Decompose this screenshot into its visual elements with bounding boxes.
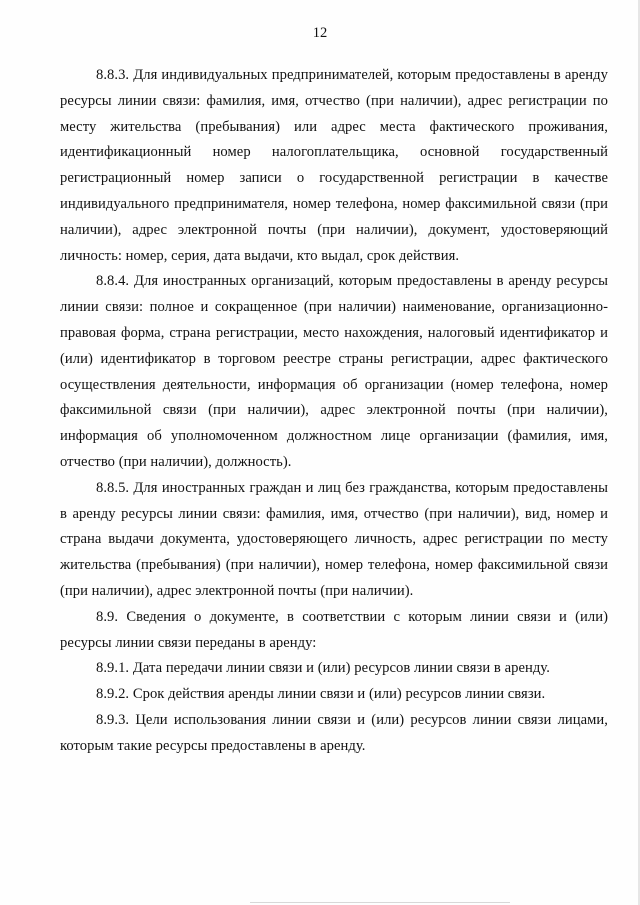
paragraph-8-9-3: 8.9.3. Цели использования линии связи и (или) ресурсов линии связи лицами, которым такие ресурсы предоставлены в аренду.: [60, 711, 608, 754]
paragraph-8-8-3: 8.8.3. Для индивидуальных предпринимателей, которым предоставлены в аренду ресурсы линии связи: фамилия, имя, отчество (при наличии), адрес регистрации по месту жительства (пребывания) или адрес места фактического проживания, идентификационный номер налогоплательщика, основной государственный регистрационный номер записи о государственной регистрации в качестве индивидуального предпринимателя, номер телефона, номер факсимильной связи (при наличии), адрес электронной почты (при наличии), документ, удостоверяющий личность: номер, серия, дата выдачи, кто выдал, срок действия.: [60, 67, 608, 264]
paragraph-8-8-4: 8.8.4. Для иностранных организаций, которым предоставлены в аренду ресурсы линии связи: полное и сокращенное (при наличии) наименование, организационно-правовая форма, страна регистрации, место нахождения, налоговый идентификатор и (или) идентификатор в торговом реестре страны регистрации, адрес фактического осуществления деятельности, информация об организации (номер телефона, номер факсимильной связи (при наличии), адрес электронной почты (при наличии), информация об уполномоченном должностном лице организации (фамилия, имя, отчество (при наличии), должность).: [60, 273, 608, 470]
page-number: 12: [312, 25, 328, 41]
paragraph-8-9: 8.9. Сведения о документе, в соответствии с которым линии связи и (или) ресурсы линии связи переданы в аренду:: [60, 608, 608, 651]
document-body: [60, 63, 608, 760]
paragraph-8-8-5: 8.8.5. Для иностранных граждан и лиц без гражданства, которым предоставлены в аренду ресурсы линии связи: фамилия, имя, отчество (при наличии), вид, номер и страна выдачи документа, удостоверяющего личность, адрес регистрации по месту жительства (пребывания) (при наличии), номер телефона, номер факсимильной связи (при наличии), адрес электронной почты (при наличии).: [60, 479, 608, 599]
scan-artifact: [250, 902, 510, 903]
paragraph-8-9-1: 8.9.1. Дата передачи линии связи и (или) ресурсов линии связи в аренду.: [96, 660, 550, 677]
paragraph-8-9-2: 8.9.2. Срок действия аренды линии связи и (или) ресурсов линии связи.: [96, 686, 546, 703]
